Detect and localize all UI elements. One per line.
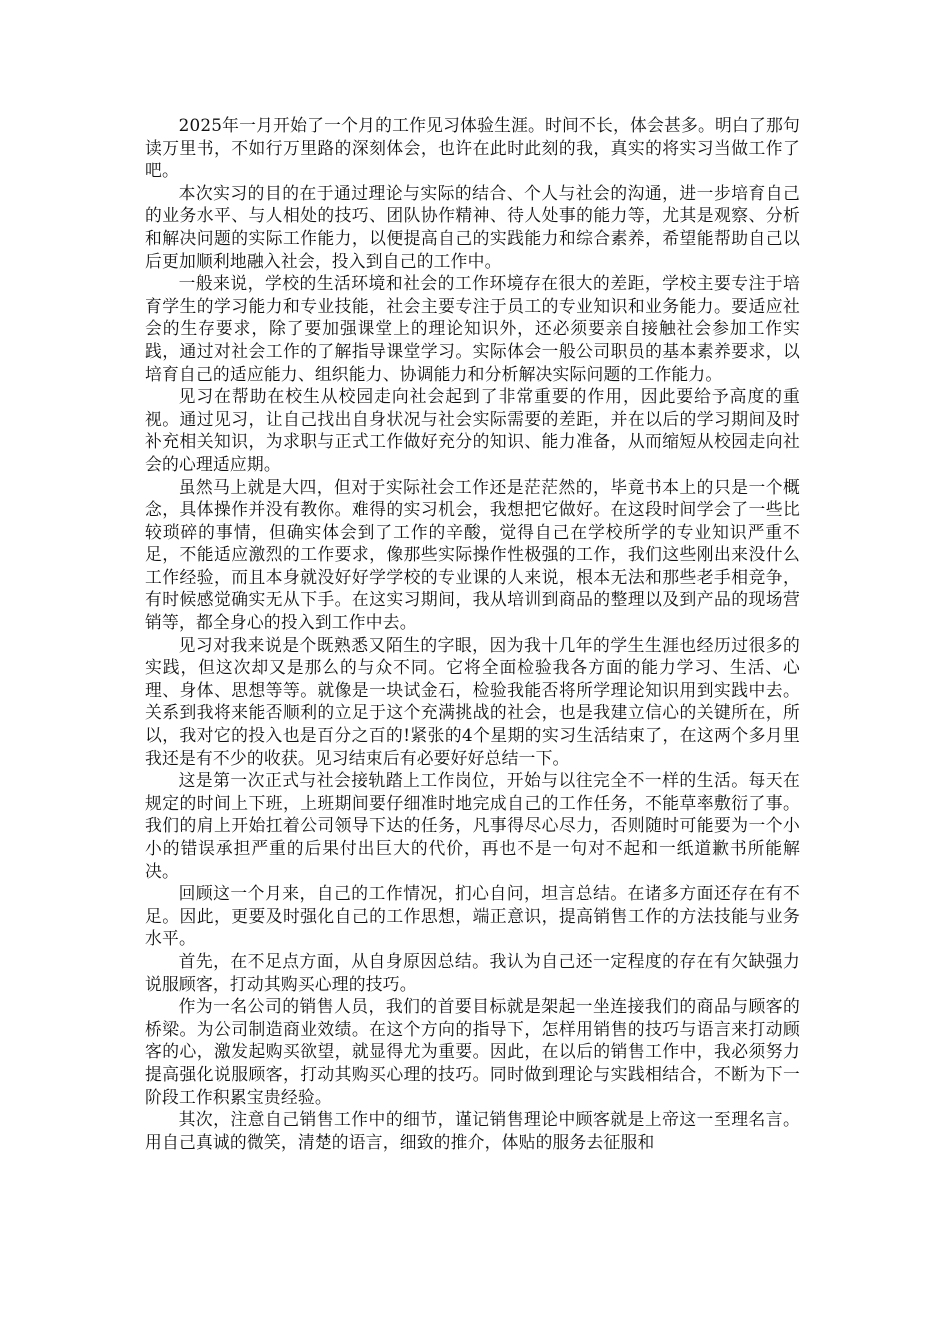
paragraph: 作为一名公司的销售人员，我们的首要目标就是架起一坐连接我们的商品与顾客的桥梁。为公司制造商业效绩。在这个方向的指导下，怎样用销售的技巧与语言来打动顾客的心，激发起购买欲望，就显得尤为重要。因此，在以后的销售工作中，我必须努力提高强化说服顾客，打动其购买心理的技巧。同时做到理论与实践相结合，不断为下一阶段工作积累宝贵经验。 — [145, 996, 800, 1107]
paragraph: 见习对我来说是个既熟悉又陌生的字眼，因为我十几年的学生生涯也经历过很多的实践，但这次却又是那么的与众不同。它将全面检验我各方面的能力学习、生活、心理、身体、思想等等。就像是一块试金石，检验我能否将所学理论知识用到实践中去。关系到我将来能否顺利的立足于这个充满挑战的社会，也是我建立信心的关键所在，所以，我对它的投入也是百分之百的!紧张的4个星期的实习生活结束了，在这两个多月里我还是有不少的收获。见习结束后有必要好好总结一下。 — [145, 634, 800, 768]
paragraph: 一般来说，学校的生活环境和社会的工作环境存在很大的差距，学校主要专注于培育学生的学习能力和专业技能，社会主要专注于员工的专业知识和业务能力。要适应社会的生存要求，除了要加强课堂上的理论知识外，还必须要亲自接触社会参加工作实践，通过对社会工作的了解指导课堂学习。实际体会一般公司职员的基本素养要求，以培育自己的适应能力、组织能力、协调能力和分析解决实际问题的工作能力。 — [145, 273, 800, 384]
paragraph: 首先，在不足点方面，从自身原因总结。我认为自己还一定程度的存在有欠缺强力说服顾客，打动其购买心理的技巧。 — [145, 950, 800, 994]
paragraph: 本次实习的目的在于通过理论与实际的结合、个人与社会的沟通，进一步培育自己的业务水平、与人相处的技巧、团队协作精神、待人处事的能力等，尤其是观察、分析和解决问题的实际工作能力，以便提高自己的实践能力和综合素养，希望能帮助自己以后更加顺利地融入社会，投入到自己的工作中。 — [145, 182, 800, 271]
paragraph: 这是第一次正式与社会接轨踏上工作岗位，开始与以往完全不一样的生活。每天在规定的时间上下班，上班期间要仔细准时地完成自己的工作任务，不能草率敷衍了事。我们的肩上开始扛着公司领导下达的任务，凡事得尽心尽力，否则随时可能要为一个小小的错误承担严重的后果付出巨大的代价，再也不是一句对不起和一纸道歉书所能解决。 — [145, 770, 800, 881]
paragraph: 虽然马上就是大四，但对于实际社会工作还是茫茫然的，毕竟书本上的只是一个概念，具体操作并没有教你。难得的实习机会，我想把它做好。在这段时间学会了一些比较琐碎的事情，但确实体会到了工作的辛酸，觉得自己在学校所学的专业知识严重不足，不能适应激烈的工作要求，像那些实际操作性极强的工作，我们这些刚出来没什么工作经验，而且本身就没好好学学校的专业课的人来说，根本无法和那些老手相竞争，有时候感觉确实无从下手。在这实习期间，我从培训到商品的整理以及到产品的现场营销等，都全身心的投入到工作中去。 — [145, 476, 800, 633]
paragraph: 2025年一月开始了一个月的工作见习体验生涯。时间不长，体会甚多。明白了那句读万里书，不如行万里路的深刻体会，也许在此时此刻的我，真实的将实习当做工作了吧。 — [145, 115, 800, 181]
paragraph: 回顾这一个月来，自己的工作情况，扪心自问，坦言总结。在诸多方面还存在有不足。因此，更要及时强化自己的工作思想，端正意识，提高销售工作的方法技能与业务水平。 — [145, 883, 800, 949]
paragraph: 其次，注意自己销售工作中的细节，谨记销售理论中顾客就是上帝这一至理名言。用自己真诚的微笑，清楚的语言，细致的推介，体贴的服务去征服和 — [145, 1109, 800, 1152]
paragraph: 见习在帮助在校生从校园走向社会起到了非常重要的作用，因此要给予高度的重视。通过见习，让自己找出自身状况与社会实际需要的差距，并在以后的学习期间及时补充相关知识，为求职与正式工作做好充分的知识、能力准备，从而缩短从校园走向社会的心理适应期。 — [145, 386, 800, 474]
document-body — [145, 114, 800, 1153]
